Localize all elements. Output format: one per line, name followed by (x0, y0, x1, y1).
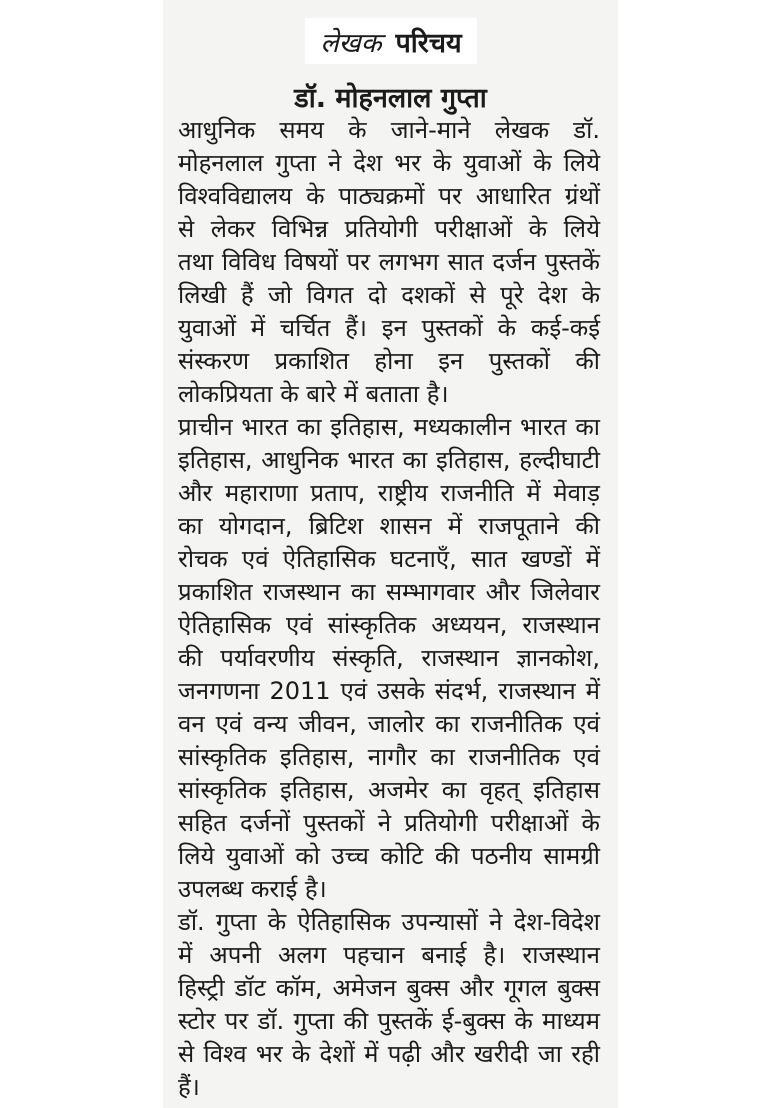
text-line: प्राचीन भारत का इतिहास, मध्यकालीन भारत का (178, 413, 600, 441)
text-line: का योगदान, ब्रिटिश शासन में राजपूताने की (178, 512, 600, 540)
paragraph (178, 411, 600, 906)
text-line: स्टोर पर डॉ. गुप्ता की पुस्तकें ई-बुक्स के माध्यम (178, 1007, 600, 1035)
text-line: संस्करण प्रकाशित होना इन पुस्तकों की (178, 347, 600, 375)
text-line: की पर्यावरणीय संस्कृति, राजस्थान ज्ञानकोश, (178, 644, 600, 672)
text-line: में अपनी अलग पहचान बनाई है। राजस्थान (178, 941, 600, 969)
text-line: और महाराणा प्रताप, राष्ट्रीय राजनीति में मेवाड़ (178, 479, 600, 507)
section-heading (305, 18, 477, 64)
text-line: युवाओं में चर्चित हैं। इन पुस्तकों के कई-कई (178, 314, 600, 342)
paragraph (178, 906, 600, 1104)
article-body (178, 114, 600, 1104)
text-line: तथा विविध विषयों पर लगभग सात दर्जन पुस्तकें (178, 248, 600, 276)
text-line: जनगणना 2011 एवं उसके संदर्भ, राजस्थान में (178, 677, 600, 705)
text-line: से विश्व भर के देशों में पढ़ी और खरीदी जा रही (178, 1040, 600, 1068)
text-line: से लेकर विभिन्न प्रतियोगी परीक्षाओं के लिये (178, 215, 600, 243)
text-line: सांस्कृतिक इतिहास, नागौर का राजनीतिक एवं (178, 743, 600, 771)
heading-word-parichay: परिचय (395, 27, 462, 59)
text-line: इतिहास, आधुनिक भारत का इतिहास, हल्दीघाटी (178, 446, 600, 474)
text-line: सांस्कृतिक इतिहास, अजमेर का वृहत् इतिहास (178, 776, 600, 804)
text-line: हैं। (178, 1073, 200, 1101)
text-line: मोहनलाल गुप्ता ने देश भर के युवाओं के लिये (178, 149, 600, 177)
text-line: लोकप्रियता के बारे में बताता है। (178, 380, 449, 408)
text-line: वन एवं वन्य जीवन, जालोर का राजनीतिक एवं (178, 710, 600, 738)
text-line: लिखी हैं जो विगत दो दशकों से पूरे देश के (178, 281, 600, 309)
text-line: हिस्ट्री डॉट कॉम, अमेजन बुक्स और गूगल बुक्स (178, 974, 600, 1002)
text-line: ऐतिहासिक एवं सांस्कृतिक अध्ययन, राजस्थान (178, 611, 600, 639)
author-name: डॉ. मोहनलाल गुप्ता (294, 83, 487, 114)
text-line: रोचक एवं ऐतिहासिक घटनाएँ, सात खण्डों में (178, 545, 600, 573)
text-line: आधुनिक समय के जाने-माने लेखक डॉ. (178, 116, 600, 144)
text-line: सहित दर्जनों पुस्तकों ने प्रतियोगी परीक्षाओं के (178, 809, 600, 837)
text-line: लिये युवाओं को उच्च कोटि की पठनीय सामग्री (178, 842, 600, 870)
text-line: उपलब्ध कराई है। (178, 875, 327, 903)
text-line: डॉ. गुप्ता के ऐतिहासिक उपन्यासों ने देश-विदेश (178, 908, 600, 936)
text-line: प्रकाशित राजस्थान का सम्भागवार और जिलेवार (178, 578, 600, 606)
heading-word-lekhak: लेखक (320, 27, 382, 59)
text-line: विश्वविद्यालय के पाठ्यक्रमों पर आधारित ग्रंथों (178, 182, 600, 210)
paragraph (178, 114, 600, 411)
